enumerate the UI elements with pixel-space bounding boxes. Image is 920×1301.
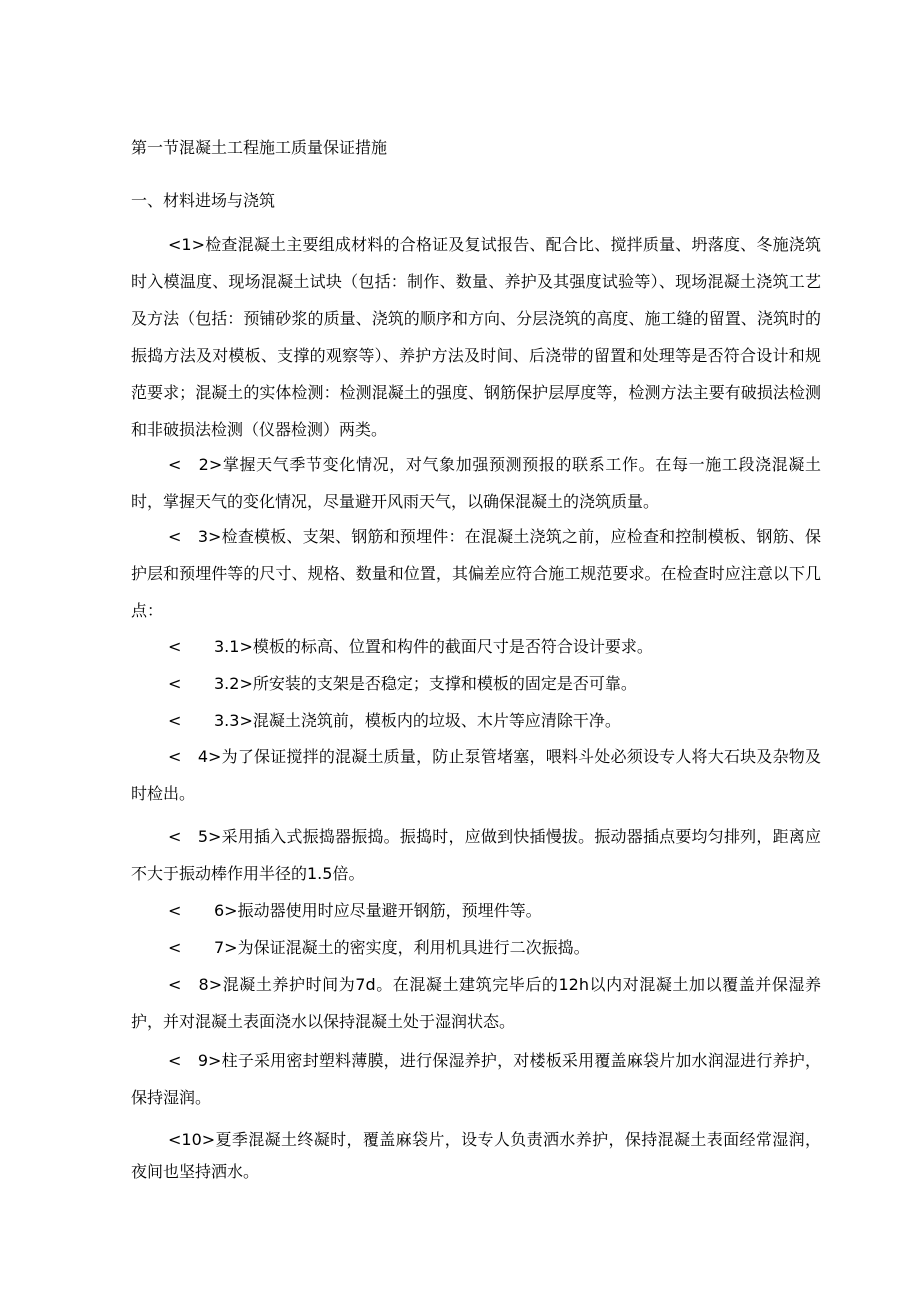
sub-item-text: 3.2>所安装的支架是否稳定；支撑和模板的固定是否可靠。	[214, 674, 637, 693]
sub-item-marker: <	[168, 637, 182, 656]
sub-item-text: 7>为保证混凝土的密实度，利用机具进行二次振捣。	[214, 938, 590, 957]
paragraph-10: <10>夏季混凝土终凝时，覆盖麻袋片，设专人负责洒水养护，保持混凝土表面经常湿润，夜间也坚持洒水。	[131, 1130, 821, 1181]
sub-item-marker: <	[168, 901, 182, 920]
page-title: 第一节混凝土工程施工质量保证措施	[131, 138, 388, 157]
paragraph-2: < 2>掌握天气季节变化情况，对气象加强预测预报的联系工作。在每一施工段浇混凝土时，掌握天气的变化情况，尽量避开风雨天气，以确保混凝土的浇筑质量。	[131, 455, 821, 511]
section-heading: 一、材料进场与浇筑	[131, 191, 276, 210]
sub-item-text: 6>振动器使用时应尽量避开钢筋，预埋件等。	[214, 901, 542, 920]
paragraph-9: < 9>柱子采用密封塑料薄膜，进行保湿养护，对楼板采用覆盖麻袋片加水润湿进行养护，保持湿润。	[131, 1051, 821, 1107]
sub-item-text: 3.3>混凝土浇筑前，模板内的垃圾、木片等应清除干净。	[214, 711, 621, 730]
sub-item-marker: <	[168, 938, 182, 957]
paragraph-1: <1>检查混凝土主要组成材料的合格证及复试报告、配合比、搅拌质量、坍落度、冬施浇筑时入模温度、现场混凝土试块（包括：制作、数量、养护及其强度试验等）、现场混凝土浇筑工艺及方法（包括：预铺砂浆的质量、浇筑的顺序和方向、分层浇筑的高度、施工缝的留置、浇筑时的振捣方法及对模板、支撑的观察等）、养护方法及时间、后浇带的留置和处理等是否符合设计和规范要求；混凝土的实体检测：检测混凝土的强度、钢筋保护层厚度等，检测方法主要有破损法检测和非破损法检测（仪器检测）两类。	[131, 235, 821, 439]
paragraph-4: < 4>为了保证搅拌的混凝土质量，防止泵管堵塞，喂料斗处必须设专人将大石块及杂物及时检出。	[131, 747, 821, 803]
sub-item-marker: <	[168, 674, 182, 693]
sub-item-marker: <	[168, 711, 182, 730]
paragraph-5: < 5>采用插入式振捣器振捣。振捣时，应做到快插慢拔。振动器插点要均匀排列，距离应不大于振动棒作用半径的1.5倍。	[131, 827, 821, 883]
paragraph-8: < 8>混凝土养护时间为7d。在混凝土建筑完毕后的12h以内对混凝土加以覆盖并保湿养护，并对混凝土表面浇水以保持混凝土处于湿润状态。	[131, 975, 821, 1031]
sub-item-text: 3.1>模板的标高、位置和构件的截面尺寸是否符合设计要求。	[214, 637, 653, 656]
paragraph-3: < 3>检查模板、支架、钢筋和预埋件：在混凝土浇筑之前，应检查和控制模板、钢筋、保护层和预埋件等的尺寸、规格、数量和位置，其偏差应符合施工规范要求。在检查时应注意以下几点：	[131, 527, 821, 620]
